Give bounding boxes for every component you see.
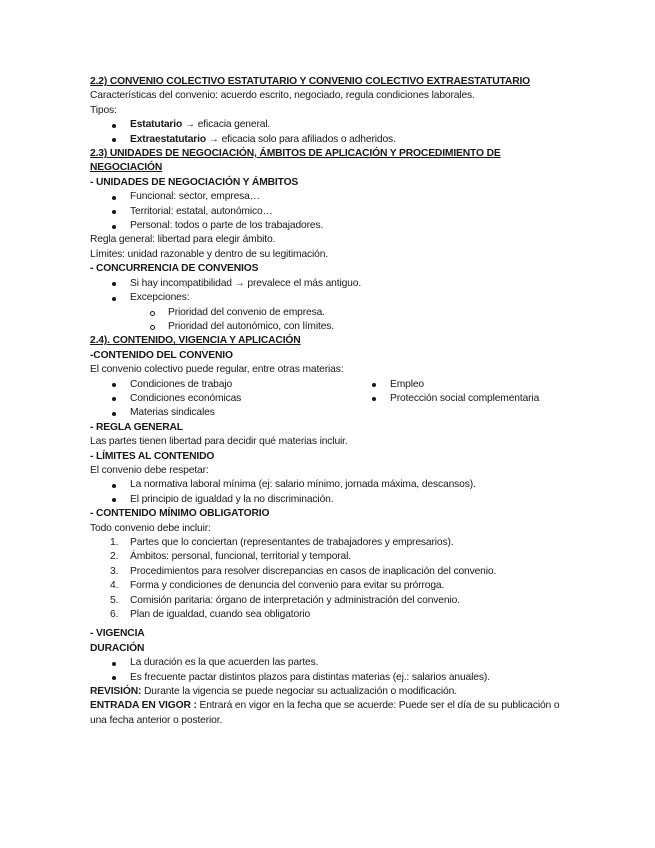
regla-general-text: Regla general: libertad para elegir ámbito. [90, 234, 276, 246]
list-item: La normativa laboral mínima (ej: salario mínimo, jornada máxima, descansos). [90, 478, 570, 492]
duracion-heading: DURACIÓN [90, 642, 145, 654]
entrada-en-vigor-paragraph [90, 699, 560, 728]
entrada-label: ENTRADA EN VIGOR : [90, 700, 197, 712]
limites-contenido-heading: - LÍMITES AL CONTENIDO [90, 450, 215, 462]
list-item: Es frecuente pactar distintos plazos para distintas materias (ej.: salarios anuales). [90, 671, 570, 685]
item-text: Ámbitos: personal, funcional, territorial y temporal. [130, 551, 351, 563]
list-item: Prioridad del convenio de empresa. [130, 306, 570, 320]
excepciones-list [90, 306, 570, 335]
item-text: Procedimientos para resolver discrepancias en casos de inaplicación del convenio. [130, 565, 497, 577]
item-number: 6. [110, 609, 119, 621]
contenido-minimo-heading: - CONTENIDO MÍNIMO OBLIGATORIO [90, 508, 270, 520]
section-2-4-title: 2.4). CONTENIDO, VIGENCIA Y APLICACIÓN [90, 335, 301, 347]
regla-general-heading: - REGLA GENERAL [90, 421, 183, 433]
contenido-intro: El convenio colectivo puede regular, entre otras materias: [90, 364, 344, 376]
item-text: Plan de igualdad, cuando sea obligatorio [130, 609, 311, 621]
list-item [90, 608, 570, 622]
list-item: Empleo [350, 378, 570, 392]
tipos-list [90, 118, 570, 147]
item-text: Forma y condiciones de denuncia del convenio para evitar su prórroga. [130, 580, 445, 592]
caracteristicas-text: Características del convenio: acuerdo escrito, negociado, regula condiciones laborales. [90, 90, 475, 102]
limites-list [90, 478, 570, 507]
item-text: Partes que lo conciertan (representantes de trabajadores y empresarios). [130, 537, 454, 548]
term-label: Estatutario [130, 119, 183, 131]
term-label: Extraestatutario [130, 133, 206, 145]
list-item: Condiciones económicas [90, 392, 350, 406]
list-item [90, 565, 570, 579]
concurrencia-list [90, 277, 570, 306]
duracion-list [90, 656, 570, 685]
unidades-list [90, 190, 570, 233]
vigencia-heading: - VIGENCIA [90, 628, 145, 640]
list-item: Funcional: sector, empresa… [90, 190, 570, 204]
contenido-heading: -CONTENIDO DEL CONVENIO [90, 349, 233, 361]
revision-label: REVISIÓN: [90, 686, 142, 698]
list-item [90, 550, 570, 564]
unidades-heading: - UNIDADES DE NEGOCIACIÓN Y ÁMBITOS [90, 176, 299, 188]
materias-list-right [350, 378, 570, 421]
list-item: Prioridad del autonómico, con límites. [130, 320, 570, 334]
section-2-2-title: 2.2) CONVENIO COLECTIVO ESTATUTARIO Y CONVENIO COLECTIVO EXTRAESTATUTARIO [90, 76, 531, 87]
limites-intro: El convenio debe respetar: [90, 464, 209, 476]
materias-columns [90, 378, 570, 421]
list-item: Condiciones de trabajo [90, 378, 350, 392]
list-item [90, 579, 570, 593]
item-text: Comisión paritaria: órgano de interpretación y administración del convenio. [130, 594, 460, 606]
revision-paragraph [90, 685, 570, 699]
section-2-3-title: 2.3) UNIDADES DE NEGOCIACIÓN, ÁMBITOS DE APLICACIÓN Y PROCEDIMIENTO DE NEGOCIACIÓN [90, 148, 501, 174]
concurrencia-heading: - CONCURRENCIA DE CONVENIOS [90, 263, 259, 275]
document-page [90, 75, 570, 728]
regla-general-body: Las partes tienen libertad para decidir qué materias incluir. [90, 436, 348, 448]
list-item: Excepciones: [90, 291, 570, 305]
contenido-minimo-intro: Todo convenio debe incluir: [90, 522, 211, 534]
item-number: 1. [110, 537, 119, 548]
list-item: Materias sindicales [90, 406, 350, 420]
list-item: Si hay incompatibilidad → prevalece el más antiguo. [90, 277, 570, 291]
entrada-text: Entrará en vigor en la fecha que se acuerde: Puede ser el día de su publicación o una fecha anterior o posterior. [90, 700, 560, 726]
item-number: 5. [110, 594, 119, 606]
list-item: La duración es la que acuerden las partes. [90, 656, 570, 670]
list-item [90, 536, 570, 550]
list-item [90, 118, 570, 132]
tipos-label: Tipos: [90, 104, 117, 116]
materias-list-left [90, 378, 350, 421]
list-item: El principio de igualdad y la no discriminación. [90, 493, 570, 507]
list-item [90, 594, 570, 608]
list-item: Protección social complementaria [350, 392, 570, 406]
list-item [90, 133, 570, 147]
list-item: Personal: todos o parte de los trabajadores. [90, 219, 570, 233]
revision-text: Durante la vigencia se puede negociar su actualización o modificación. [141, 686, 457, 698]
term-description: → eficacia solo para afiliados o adheridos. [206, 133, 396, 145]
term-description: → eficacia general. [182, 119, 271, 131]
item-number: 3. [110, 565, 119, 577]
list-item: Territorial: estatal, autonómico… [90, 205, 570, 219]
limites-text: Límites: unidad razonable y dentro de su legitimación. [90, 248, 329, 260]
item-number: 2. [110, 551, 119, 563]
item-number: 4. [110, 580, 119, 592]
contenido-minimo-list [90, 536, 570, 622]
